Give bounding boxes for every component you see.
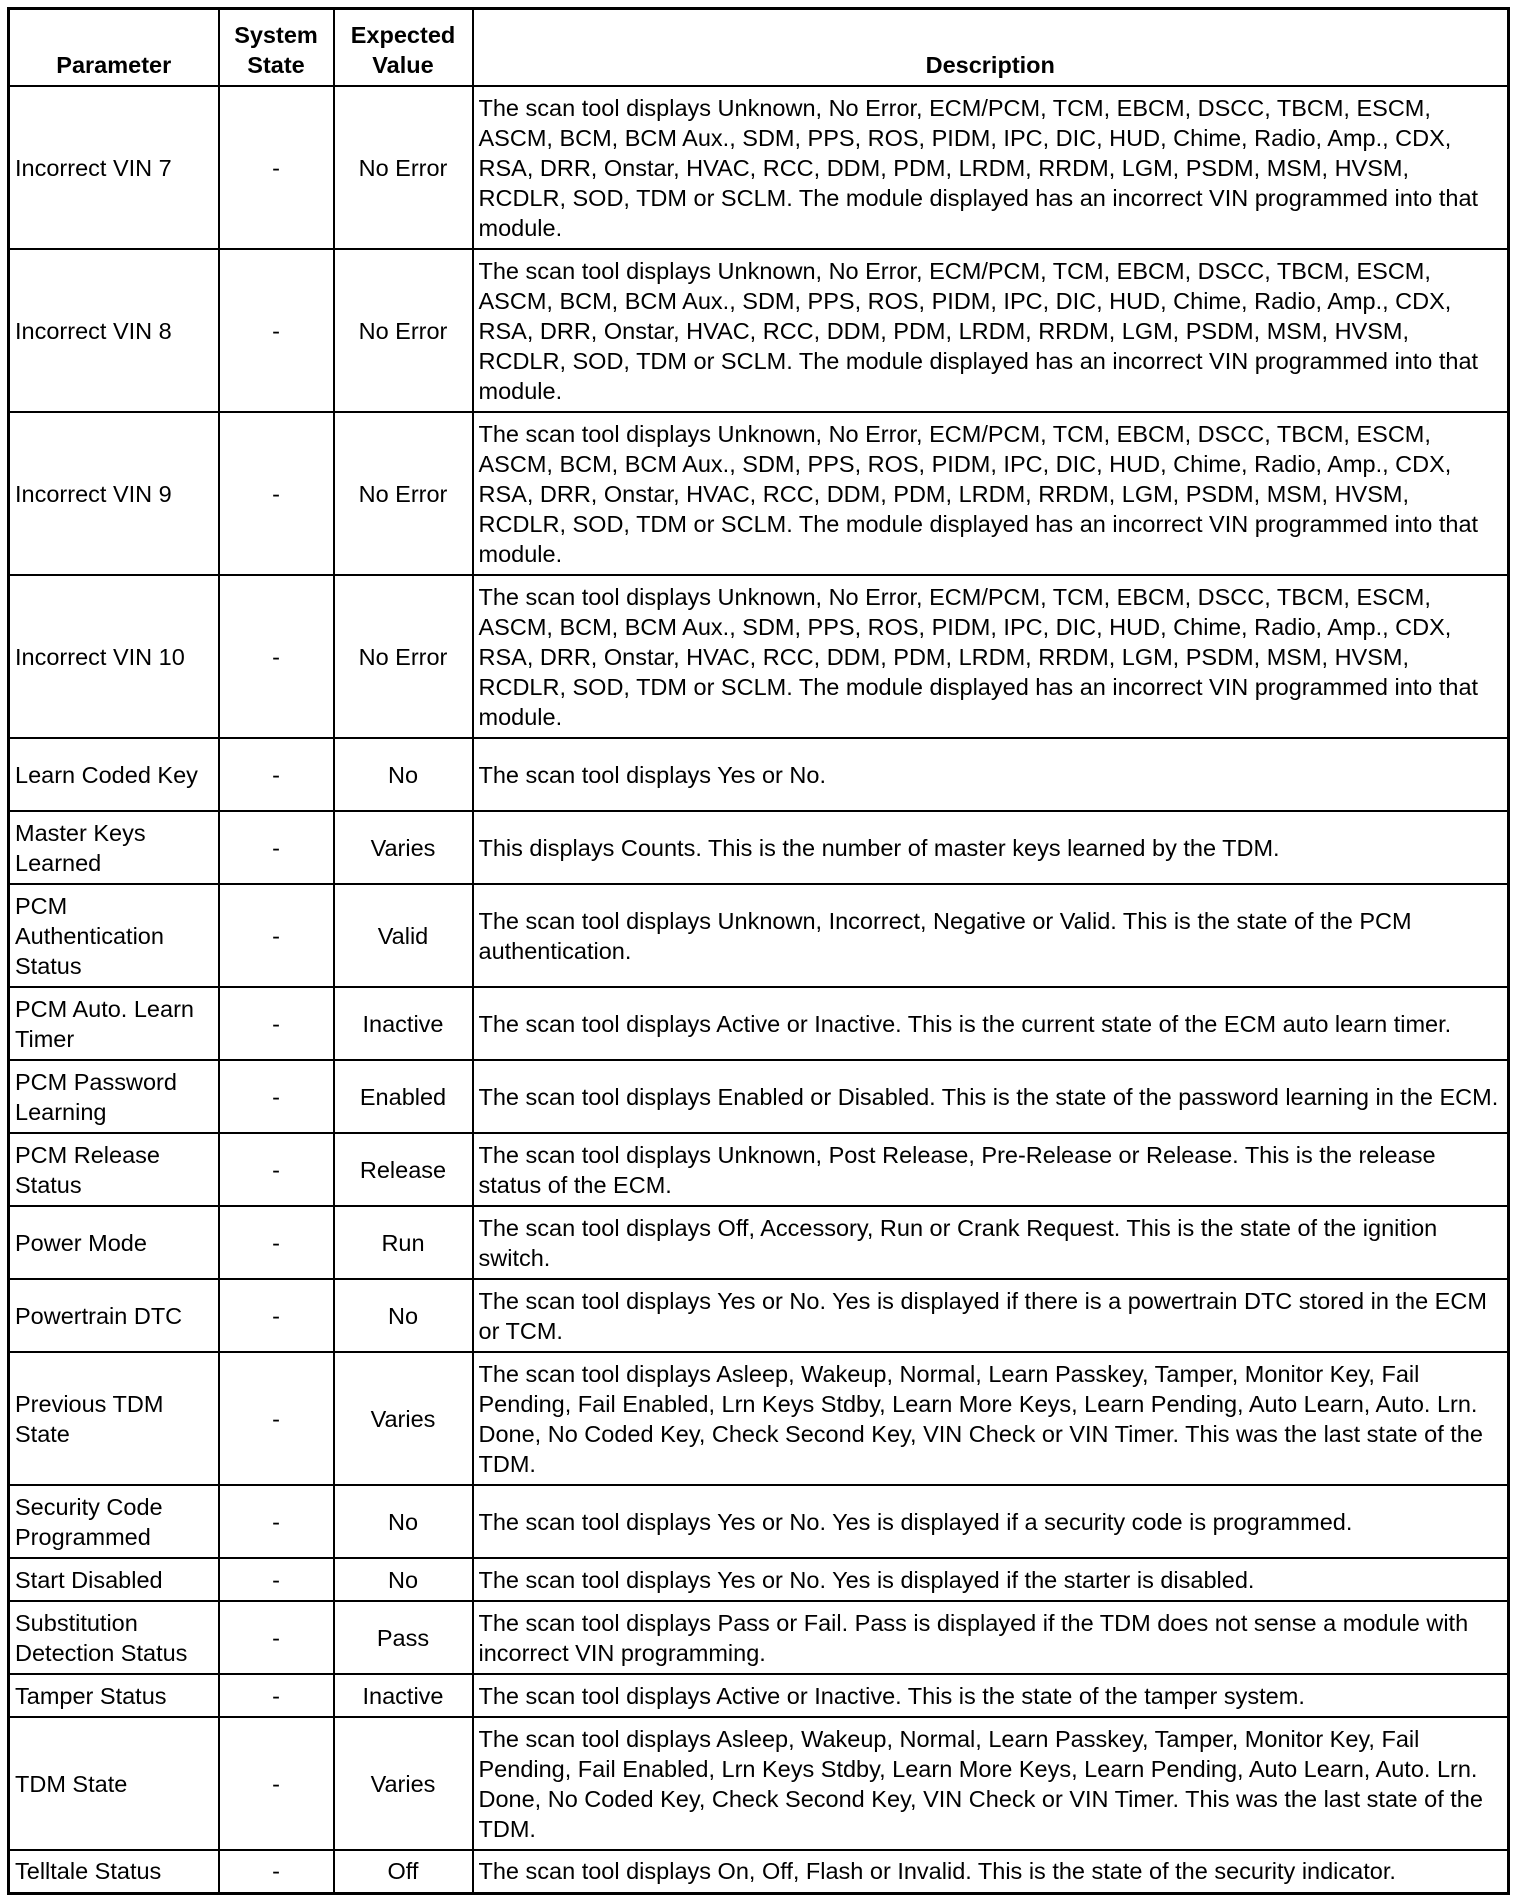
header-parameter-label: Parameter xyxy=(56,52,172,78)
cell-expected-value: No xyxy=(334,1279,473,1352)
cell-description: The scan tool displays Unknown, No Error, ECM/PCM, TCM, EBCM, DSCC, TBCM, ESCM, ASCM, BCM, BCM Aux., SDM, PPS, ROS, PIDM, IPC, DIC, HUD, Chime, Radio, Amp., CDX, RSA, DRR, Onstar, HVAC, RCC, DDM, PDM, LRDM, RRDM, LGM, PSDM, MSM, HVSM, RCDLR, SOD, TDM or SCLM. The module displayed has an incorrect VIN programmed into that module. xyxy=(473,86,1509,249)
cell-expected-value: Valid xyxy=(334,884,473,987)
cell-description: The scan tool displays Yes or No. Yes is displayed if a security code is programmed. xyxy=(473,1485,1509,1558)
table-row xyxy=(9,1279,1509,1352)
table-row xyxy=(9,575,1509,738)
cell-system-state: - xyxy=(219,1674,334,1717)
cell-expected-value: Pass xyxy=(334,1601,473,1674)
cell-expected-value: Enabled xyxy=(334,1060,473,1133)
cell-description: The scan tool displays Yes or No. Yes is displayed if there is a powertrain DTC stored in the ECM or TCM. xyxy=(473,1279,1509,1352)
cell-parameter: Incorrect VIN 7 xyxy=(9,86,219,249)
cell-expected-value: No xyxy=(334,738,473,811)
cell-parameter: Powertrain DTC xyxy=(9,1279,219,1352)
cell-parameter: PCM Password Learning xyxy=(9,1060,219,1133)
table-row xyxy=(9,1601,1509,1674)
cell-expected-value: No Error xyxy=(334,86,473,249)
table-row xyxy=(9,738,1509,811)
cell-expected-value: Varies xyxy=(334,1717,473,1850)
cell-parameter: Security Code Programmed xyxy=(9,1485,219,1558)
cell-parameter: Master Keys Learned xyxy=(9,811,219,884)
cell-parameter: Previous TDM State xyxy=(9,1352,219,1485)
cell-expected-value: Release xyxy=(334,1133,473,1206)
table-row xyxy=(9,412,1509,575)
cell-system-state: - xyxy=(219,1352,334,1485)
cell-expected-value: Inactive xyxy=(334,1674,473,1717)
cell-parameter: Tamper Status xyxy=(9,1674,219,1717)
parameter-table xyxy=(7,7,1510,1895)
table-row xyxy=(9,811,1509,884)
cell-description: The scan tool displays Active or Inactive. This is the state of the tamper system. xyxy=(473,1674,1509,1717)
table-row xyxy=(9,249,1509,412)
header-description xyxy=(473,9,1509,87)
cell-parameter: Telltale Status xyxy=(9,1850,219,1893)
table-row xyxy=(9,1485,1509,1558)
cell-parameter: Start Disabled xyxy=(9,1558,219,1601)
cell-description: The scan tool displays Unknown, No Error, ECM/PCM, TCM, EBCM, DSCC, TBCM, ESCM, ASCM, BCM, BCM Aux., SDM, PPS, ROS, PIDM, IPC, DIC, HUD, Chime, Radio, Amp., CDX, RSA, DRR, Onstar, HVAC, RCC, DDM, PDM, LRDM, RRDM, LGM, PSDM, MSM, HVSM, RCDLR, SOD, TDM or SCLM. The module displayed has an incorrect VIN programmed into that module. xyxy=(473,412,1509,575)
cell-system-state: - xyxy=(219,1060,334,1133)
table-row xyxy=(9,1133,1509,1206)
cell-description: The scan tool displays Unknown, Post Release, Pre-Release or Release. This is the release status of the ECM. xyxy=(473,1133,1509,1206)
cell-system-state: - xyxy=(219,575,334,738)
cell-parameter: Power Mode xyxy=(9,1206,219,1279)
cell-description: The scan tool displays Asleep, Wakeup, Normal, Learn Passkey, Tamper, Monitor Key, Fail Pending, Fail Enabled, Lrn Keys Stdby, Learn More Keys, Learn Pending, Auto Learn, Auto. Lrn. Done, No Coded Key, Check Second Key, VIN Check or VIN Timer. This was the last state of the TDM. xyxy=(473,1717,1509,1850)
cell-parameter: Incorrect VIN 10 xyxy=(9,575,219,738)
table-row xyxy=(9,1717,1509,1850)
cell-description: The scan tool displays Active or Inactive. This is the current state of the ECM auto learn timer. xyxy=(473,987,1509,1060)
table-row xyxy=(9,1674,1509,1717)
cell-description: The scan tool displays On, Off, Flash or Invalid. This is the state of the security indicator. xyxy=(473,1850,1509,1893)
cell-expected-value: No Error xyxy=(334,412,473,575)
cell-description: The scan tool displays Unknown, No Error, ECM/PCM, TCM, EBCM, DSCC, TBCM, ESCM, ASCM, BCM, BCM Aux., SDM, PPS, ROS, PIDM, IPC, DIC, HUD, Chime, Radio, Amp., CDX, RSA, DRR, Onstar, HVAC, RCC, DDM, PDM, LRDM, RRDM, LGM, PSDM, MSM, HVSM, RCDLR, SOD, TDM or SCLM. The module displayed has an incorrect VIN programmed into that module. xyxy=(473,249,1509,412)
cell-expected-value: No xyxy=(334,1558,473,1601)
cell-system-state: - xyxy=(219,811,334,884)
cell-system-state: - xyxy=(219,987,334,1060)
table-row xyxy=(9,1060,1509,1133)
table-row xyxy=(9,884,1509,987)
data-table-container xyxy=(7,7,1507,1895)
cell-expected-value: Off xyxy=(334,1850,473,1893)
header-expected-value xyxy=(334,9,473,87)
cell-parameter: Incorrect VIN 8 xyxy=(9,249,219,412)
table-row xyxy=(9,1558,1509,1601)
cell-parameter: Substitution Detection Status xyxy=(9,1601,219,1674)
cell-description: The scan tool displays Off, Accessory, Run or Crank Request. This is the state of the ignition switch. xyxy=(473,1206,1509,1279)
cell-expected-value: Inactive xyxy=(334,987,473,1060)
cell-system-state: - xyxy=(219,1485,334,1558)
header-system-state xyxy=(219,9,334,87)
header-description-label: Description xyxy=(925,52,1055,78)
cell-system-state: - xyxy=(219,1206,334,1279)
cell-system-state: - xyxy=(219,1717,334,1850)
table-row xyxy=(9,1206,1509,1279)
cell-system-state: - xyxy=(219,86,334,249)
cell-expected-value: No Error xyxy=(334,575,473,738)
table-row xyxy=(9,1850,1509,1893)
cell-parameter: PCM Authentication Status xyxy=(9,884,219,987)
header-system-state-line1: System xyxy=(234,22,318,48)
cell-description: The scan tool displays Pass or Fail. Pass is displayed if the TDM does not sense a module with incorrect VIN programming. xyxy=(473,1601,1509,1674)
cell-system-state: - xyxy=(219,1558,334,1601)
cell-description: The scan tool displays Yes or No. xyxy=(473,738,1509,811)
table-body xyxy=(9,86,1509,1893)
table-header xyxy=(9,9,1509,87)
header-expected-value-line2: Value xyxy=(372,52,434,78)
header-parameter xyxy=(9,9,219,87)
cell-system-state: - xyxy=(219,1279,334,1352)
cell-system-state: - xyxy=(219,249,334,412)
cell-expected-value: Run xyxy=(334,1206,473,1279)
cell-system-state: - xyxy=(219,884,334,987)
cell-system-state: - xyxy=(219,1133,334,1206)
table-row xyxy=(9,86,1509,249)
table-row xyxy=(9,1352,1509,1485)
cell-description: The scan tool displays Yes or No. Yes is displayed if the starter is disabled. xyxy=(473,1558,1509,1601)
cell-description: This displays Counts. This is the number of master keys learned by the TDM. xyxy=(473,811,1509,884)
cell-system-state: - xyxy=(219,738,334,811)
cell-expected-value: No Error xyxy=(334,249,473,412)
cell-description: The scan tool displays Unknown, Incorrect, Negative or Valid. This is the state of the PCM authentication. xyxy=(473,884,1509,987)
cell-system-state: - xyxy=(219,1850,334,1893)
cell-parameter: PCM Auto. Learn Timer xyxy=(9,987,219,1060)
cell-parameter: Incorrect VIN 9 xyxy=(9,412,219,575)
cell-description: The scan tool displays Enabled or Disabled. This is the state of the password learning in the ECM. xyxy=(473,1060,1509,1133)
cell-parameter: PCM Release Status xyxy=(9,1133,219,1206)
cell-parameter: TDM State xyxy=(9,1717,219,1850)
header-row xyxy=(9,9,1509,87)
cell-expected-value: Varies xyxy=(334,811,473,884)
cell-description: The scan tool displays Unknown, No Error, ECM/PCM, TCM, EBCM, DSCC, TBCM, ESCM, ASCM, BCM, BCM Aux., SDM, PPS, ROS, PIDM, IPC, DIC, HUD, Chime, Radio, Amp., CDX, RSA, DRR, Onstar, HVAC, RCC, DDM, PDM, LRDM, RRDM, LGM, PSDM, MSM, HVSM, RCDLR, SOD, TDM or SCLM. The module displayed has an incorrect VIN programmed into that module. xyxy=(473,575,1509,738)
header-expected-value-line1: Expected xyxy=(350,22,456,48)
cell-expected-value: Varies xyxy=(334,1352,473,1485)
cell-expected-value: No xyxy=(334,1485,473,1558)
table-row xyxy=(9,987,1509,1060)
cell-description: The scan tool displays Asleep, Wakeup, Normal, Learn Passkey, Tamper, Monitor Key, Fail Pending, Fail Enabled, Lrn Keys Stdby, Learn More Keys, Learn Pending, Auto Learn, Auto. Lrn. Done, No Coded Key, Check Second Key, VIN Check or VIN Timer. This was the last state of the TDM. xyxy=(473,1352,1509,1485)
cell-parameter: Learn Coded Key xyxy=(9,738,219,811)
cell-system-state: - xyxy=(219,1601,334,1674)
cell-system-state: - xyxy=(219,412,334,575)
header-system-state-line2: State xyxy=(247,52,305,78)
